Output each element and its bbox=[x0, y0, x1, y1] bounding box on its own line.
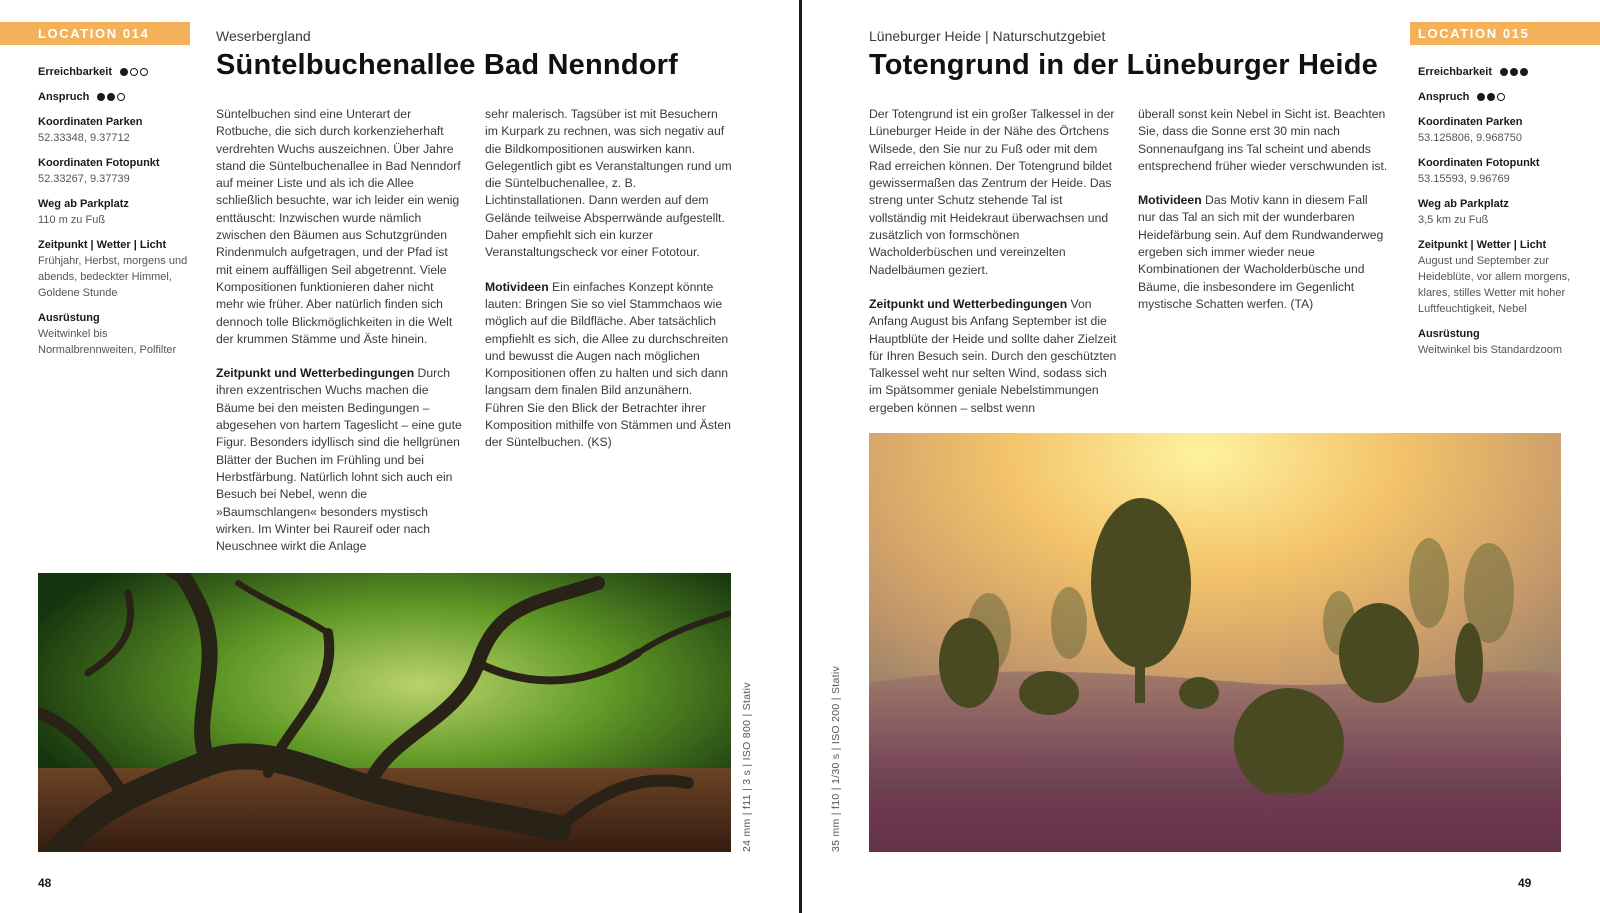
paragraph-text: Durch ihren exzentrischen Wuchs machen die Bäume bei den meisten Bedingungen – abgesehen von hartem Tageslicht – eine gute Figur. Besonders idyllisch sind die hellgrünen Blätter der Buchen im Frühling und bei Herbstfärbung. Natürlich lohnt sich auch ein Besuch bei Nebel, wenn die »Baumschlangen« besonders mystisch wirken. Im Winter bei Raureif oder nach Neuschnee wirkt die Anlage bbox=[216, 366, 462, 554]
photo-point-value: 52.33267, 9.37739 bbox=[38, 173, 130, 185]
gear-label: Ausrüstung bbox=[38, 312, 100, 324]
beech-alley-photo bbox=[38, 573, 731, 852]
photo-point-label: Koordinaten Fotopunkt bbox=[38, 157, 160, 169]
text-column-2 bbox=[485, 106, 733, 469]
parking-value: 52.33348, 9.37712 bbox=[38, 132, 130, 144]
subheading: Zeitpunkt und Wetterbedingungen bbox=[869, 296, 1068, 311]
gear-info bbox=[38, 310, 188, 358]
walk-label: Weg ab Parkplatz bbox=[38, 198, 129, 210]
region-label: Lüneburger Heide | Naturschutzgebiet bbox=[869, 28, 1106, 44]
location-badge: LOCATION 014 bbox=[0, 22, 190, 45]
empty-dot-icon bbox=[130, 68, 138, 76]
time-value: Frühjahr, Herbst, morgens und abends, bedeckter Himmel, Goldene Stunde bbox=[38, 255, 188, 299]
heath-image bbox=[869, 433, 1561, 852]
text-column-1 bbox=[216, 106, 464, 572]
parking-info bbox=[38, 114, 188, 146]
text-column-2 bbox=[1138, 106, 1388, 330]
paragraph bbox=[1138, 192, 1388, 313]
demand-label: Anspruch bbox=[1418, 91, 1470, 103]
photo-point-label: Koordinaten Fotopunkt bbox=[1418, 157, 1540, 169]
text-column-1 bbox=[869, 106, 1119, 434]
page-number: 49 bbox=[1518, 876, 1532, 890]
photo-point-info bbox=[1418, 155, 1578, 187]
filled-dot-icon bbox=[107, 93, 115, 101]
region-label: Weserbergland bbox=[216, 28, 311, 44]
right-page bbox=[802, 0, 1600, 913]
reach-row bbox=[38, 64, 188, 80]
parking-value: 53.125806, 9.968750 bbox=[1418, 132, 1522, 144]
parking-label: Koordinaten Parken bbox=[1418, 116, 1523, 128]
time-info bbox=[1418, 237, 1578, 317]
walk-label: Weg ab Parkplatz bbox=[1418, 198, 1509, 210]
page-title: Totengrund in der Lüneburger Heide bbox=[869, 49, 1378, 81]
parking-label: Koordinaten Parken bbox=[38, 116, 143, 128]
paragraph-text: Von Anfang August bis Anfang September ist die Hauptblüte der Heide und sollte daher Zielzeit für Ihren Besuch sein. Durch den geschützten Talkessel weht nur selten Wind, sodass sich im Spätsommer geniale Nebelstimmungen ergeben können – selbst wenn bbox=[869, 296, 1117, 415]
heath-photo bbox=[869, 433, 1561, 852]
filled-dot-icon bbox=[1510, 68, 1518, 76]
demand-row bbox=[38, 89, 188, 105]
paragraph bbox=[216, 365, 464, 555]
photo-caption: 24 mm | f11 | 3 s | ISO 800 | Stativ bbox=[741, 682, 753, 852]
photo-point-info bbox=[38, 155, 188, 187]
walk-value: 3,5 km zu Fuß bbox=[1418, 214, 1489, 226]
walk-value: 110 m zu Fuß bbox=[38, 214, 106, 226]
photo-point-value: 53.15593, 9.96769 bbox=[1418, 173, 1510, 185]
demand-rating bbox=[1477, 93, 1505, 101]
page-title: Süntelbuchenallee Bad Nenndorf bbox=[216, 49, 678, 81]
forest-image bbox=[38, 573, 731, 852]
reach-rating bbox=[1500, 68, 1528, 76]
reach-label: Erreichbarkeit bbox=[1418, 66, 1492, 78]
gear-value: Weitwinkel bis Standardzoom bbox=[1418, 344, 1563, 356]
walk-info bbox=[38, 196, 188, 228]
left-page bbox=[0, 0, 799, 913]
filled-dot-icon bbox=[120, 68, 128, 76]
info-sidebar bbox=[38, 64, 188, 367]
time-label: Zeitpunkt | Wetter | Licht bbox=[1418, 239, 1547, 251]
gear-value: Weitwinkel bis Normalbrennweiten, Polfilter bbox=[38, 328, 177, 356]
subheading: Motivideen bbox=[485, 279, 549, 294]
time-label: Zeitpunkt | Wetter | Licht bbox=[38, 239, 167, 251]
gear-info bbox=[1418, 326, 1578, 358]
demand-label: Anspruch bbox=[38, 91, 90, 103]
demand-row bbox=[1418, 89, 1578, 105]
empty-dot-icon bbox=[1497, 93, 1505, 101]
paragraph-text: Das Motiv kann in diesem Fall nur das Tal an sich mit der wunderbaren Heidefärbung sein. Auf dem Rundwanderweg ergeben sich immer wieder neue Kombinationen der Wacholderbüsche und Bäume, die insbesondere im Gegenlicht mystische Schatten werfen. (TA) bbox=[1138, 193, 1384, 311]
parking-info bbox=[1418, 114, 1578, 146]
subheading: Motivideen bbox=[1138, 193, 1202, 208]
location-badge: LOCATION 015 bbox=[1410, 22, 1600, 45]
reach-row bbox=[1418, 64, 1578, 80]
info-sidebar bbox=[1418, 64, 1578, 367]
paragraph: Der Totengrund ist ein großer Talkessel in der Lüneburger Heide in der Nähe des Örtchens Wilsede, den Sie nur zu Fuß oder mit dem Rad erreichen können. Der Totengrund bildet gewissermaßen das Zentrum der Heide. Das streng unter Schutz stehende Tal ist vollständig mit Heidekraut überwachsen und zusätzlich von formschönen Wacholderbüschen und vereinzelten Nadelbäumen geziert. bbox=[869, 107, 1115, 277]
paragraph: sehr malerisch. Tagsüber ist mit Besuchern im Kurpark zu rechnen, was sich negativ auf die Bildkompositionen auswirken kann. Gelegentlich gibt es Veranstaltungen rund um die Süntelbuchenallee, z. B. Lichtinstallationen. Dann werden auf dem Gelände teilweise Absperrwände aufgestellt. Daher empfiehlt sich ein kurzer Veranstaltungscheck vor einer Fototour. bbox=[485, 107, 732, 260]
time-info bbox=[38, 237, 188, 301]
paragraph bbox=[869, 296, 1119, 417]
paragraph: überall sonst kein Nebel in Sicht ist. Beachten Sie, dass die Sonne erst 30 min nach Sonnenaufgang ins Tal scheint und abends entsprechend früher wieder verschwunden ist. bbox=[1138, 107, 1388, 173]
walk-info bbox=[1418, 196, 1578, 228]
empty-dot-icon bbox=[140, 68, 148, 76]
filled-dot-icon bbox=[1487, 93, 1495, 101]
subheading: Zeitpunkt und Wetterbedingungen bbox=[216, 366, 415, 381]
filled-dot-icon bbox=[97, 93, 105, 101]
time-value: August und September zur Heideblüte, vor allem morgens, klares, stilles Wetter mit hoher Luftfeuchtigkeit, Nebel bbox=[1418, 255, 1571, 315]
reach-label: Erreichbarkeit bbox=[38, 66, 112, 78]
reach-rating bbox=[120, 68, 148, 76]
paragraph: Süntelbuchen sind eine Unterart der Rotbuche, die sich durch korkenzieherhaft verdrehten Wuchs auszeichnen. Über Jahre stand die Süntelbuchenallee in Bad Nenndorf auf meiner Liste und als ich die Allee schließlich besuchte, war ich leider ein wenig enttäuscht: Inzwischen wurde nämlich zwischen den Bäumen aus Schutzgründen Rindenmulch aufgetragen, und der Pfad ist mit einem auffälligen Seil abgetrennt. Viele Kompositionen funktionieren daher nicht mehr wie früher. Aber natürlich finden sich dennoch tolle Blickmöglichkeiten in die Welt der krummen Stämme und Äste hinein. bbox=[216, 107, 461, 346]
paragraph-text: Ein einfaches Konzept könnte lauten: Bringen Sie so viel Stammchaos wie möglich auf die Bildfläche. Aber tatsächlich empfiehlt es sich, die Allee zu durchschreiten und bewusst die Augen nach möglichen Kompositionen offen zu halten und sich dann langsam dem finalen Bild anzunähern. Führen Sie den Blick der Betrachter ihrer Komposition mithilfe von Stämmen und Ästen der Süntelbuchen. (KS) bbox=[485, 279, 731, 450]
filled-dot-icon bbox=[1477, 93, 1485, 101]
paragraph bbox=[485, 279, 733, 452]
demand-rating bbox=[97, 93, 125, 101]
filled-dot-icon bbox=[1500, 68, 1508, 76]
gear-label: Ausrüstung bbox=[1418, 328, 1480, 340]
photo-caption: 35 mm | f10 | 1/30 s | ISO 200 | Stativ bbox=[830, 665, 842, 852]
filled-dot-icon bbox=[1520, 68, 1528, 76]
empty-dot-icon bbox=[117, 93, 125, 101]
page-number: 48 bbox=[38, 876, 52, 890]
